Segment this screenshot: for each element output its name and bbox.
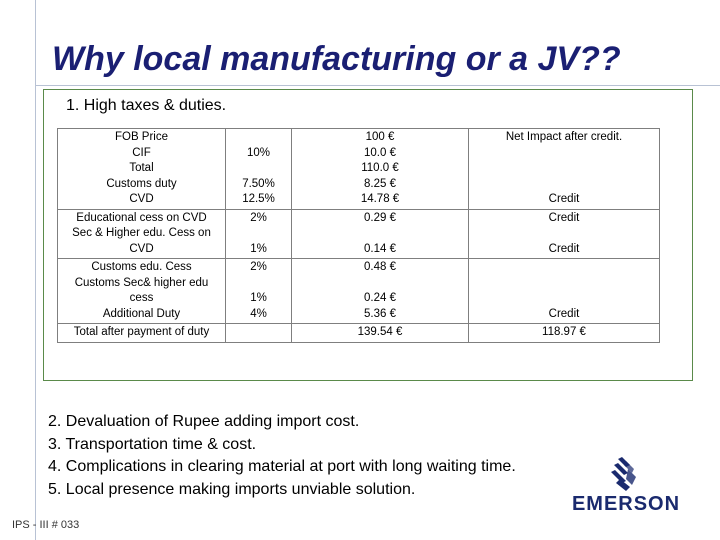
cell-line: 139.54 € (357, 326, 403, 338)
table-cell (226, 129, 292, 210)
cell-line: Customs edu. Cess (91, 261, 192, 273)
table-row (58, 129, 660, 210)
cell-line (472, 291, 656, 307)
table-cell (469, 324, 660, 343)
cell-line: CIF (132, 146, 151, 159)
cell-line (229, 161, 288, 177)
table-cell (292, 259, 469, 324)
emerson-logo (560, 455, 692, 515)
cell-line: Credit (548, 242, 580, 255)
cell-line: Total after payment of duty (73, 326, 210, 338)
cell-line: 2% (250, 261, 267, 273)
cell-line: CVD (129, 242, 154, 255)
point-item: 5. Local presence making imports unviable solution. (48, 480, 416, 498)
cell-line: FOB Price (114, 131, 169, 143)
point-item: 3. Transportation time & cost. (48, 435, 257, 453)
cell-line (472, 146, 656, 162)
table-cell (292, 129, 469, 210)
section-heading: 1. High taxes & duties. (66, 97, 227, 114)
cell-line: Customs duty (106, 177, 177, 190)
cell-line (472, 260, 656, 276)
cell-line: 10.0 € (364, 146, 396, 159)
cell-line: 118.97 € (542, 326, 586, 338)
page-title: Why local manufacturing or a JV?? (52, 40, 621, 78)
cell-line: 100 € (365, 131, 395, 143)
cell-line (472, 276, 656, 292)
cell-line: 8.25 € (364, 177, 396, 190)
cell-line: 10% (246, 146, 271, 159)
title-rule (35, 85, 720, 86)
cell-line: cess (129, 292, 154, 304)
cell-line (295, 226, 465, 242)
slide-footer: IPS - III # 033 (12, 519, 80, 531)
cell-line (472, 177, 656, 193)
cell-line: 0.14 € (364, 242, 396, 255)
table-row (58, 259, 660, 324)
cell-line: Credit (548, 307, 580, 320)
table-cell (58, 324, 226, 343)
table-cell (58, 129, 226, 210)
cell-line: 1% (250, 292, 267, 304)
table-row (58, 209, 660, 259)
cell-line: Total (129, 162, 154, 174)
cell-line: Customs Sec& higher edu (74, 276, 209, 289)
cell-line (472, 226, 656, 242)
table-row (58, 324, 660, 343)
cell-line: Additional Duty (102, 307, 181, 320)
table-cell (58, 209, 226, 259)
cell-line: 1% (250, 242, 267, 255)
cell-line: 0.48 € (364, 261, 396, 273)
cell-line: 12.5% (242, 193, 275, 205)
cell-line: 0.29 € (364, 211, 396, 224)
table-cell (469, 129, 660, 210)
table-cell (469, 209, 660, 259)
cell-line: CVD (129, 193, 154, 205)
emerson-logo-text: EMERSON (571, 493, 681, 515)
cell-line: 7.50% (242, 177, 275, 190)
table-cell (469, 259, 660, 324)
point-item: 4. Complications in clearing material at port with long waiting time. (48, 458, 516, 475)
left-rule (35, 0, 36, 540)
cell-line: Net Impact after credit. (505, 131, 623, 143)
duty-table (57, 128, 660, 343)
cell-line (229, 276, 288, 292)
emerson-logo-icon (560, 455, 692, 493)
table-cell (292, 209, 469, 259)
cell-line (229, 226, 288, 242)
table-cell (58, 259, 226, 324)
cell-line: 2% (250, 211, 267, 224)
cell-line: 110.0 € (361, 162, 399, 174)
cell-line: Credit (548, 193, 580, 205)
cell-line (295, 276, 465, 292)
cell-line: Sec & Higher edu. Cess on (72, 227, 211, 239)
cell-line: 4% (250, 307, 267, 320)
cell-line: Educational cess on CVD (76, 211, 207, 224)
points-list (48, 411, 516, 501)
table-cell (226, 324, 292, 343)
table-cell (226, 259, 292, 324)
table-cell (226, 209, 292, 259)
cell-line: 14.78 € (360, 193, 400, 205)
cell-line: Credit (548, 211, 580, 224)
table-cell (292, 324, 469, 343)
cell-line: 5.36 € (364, 307, 396, 320)
point-item: 2. Devaluation of Rupee adding import cost. (48, 413, 360, 430)
cell-line (229, 325, 288, 341)
cell-line (472, 161, 656, 177)
cell-line: 0.24 € (364, 292, 396, 304)
